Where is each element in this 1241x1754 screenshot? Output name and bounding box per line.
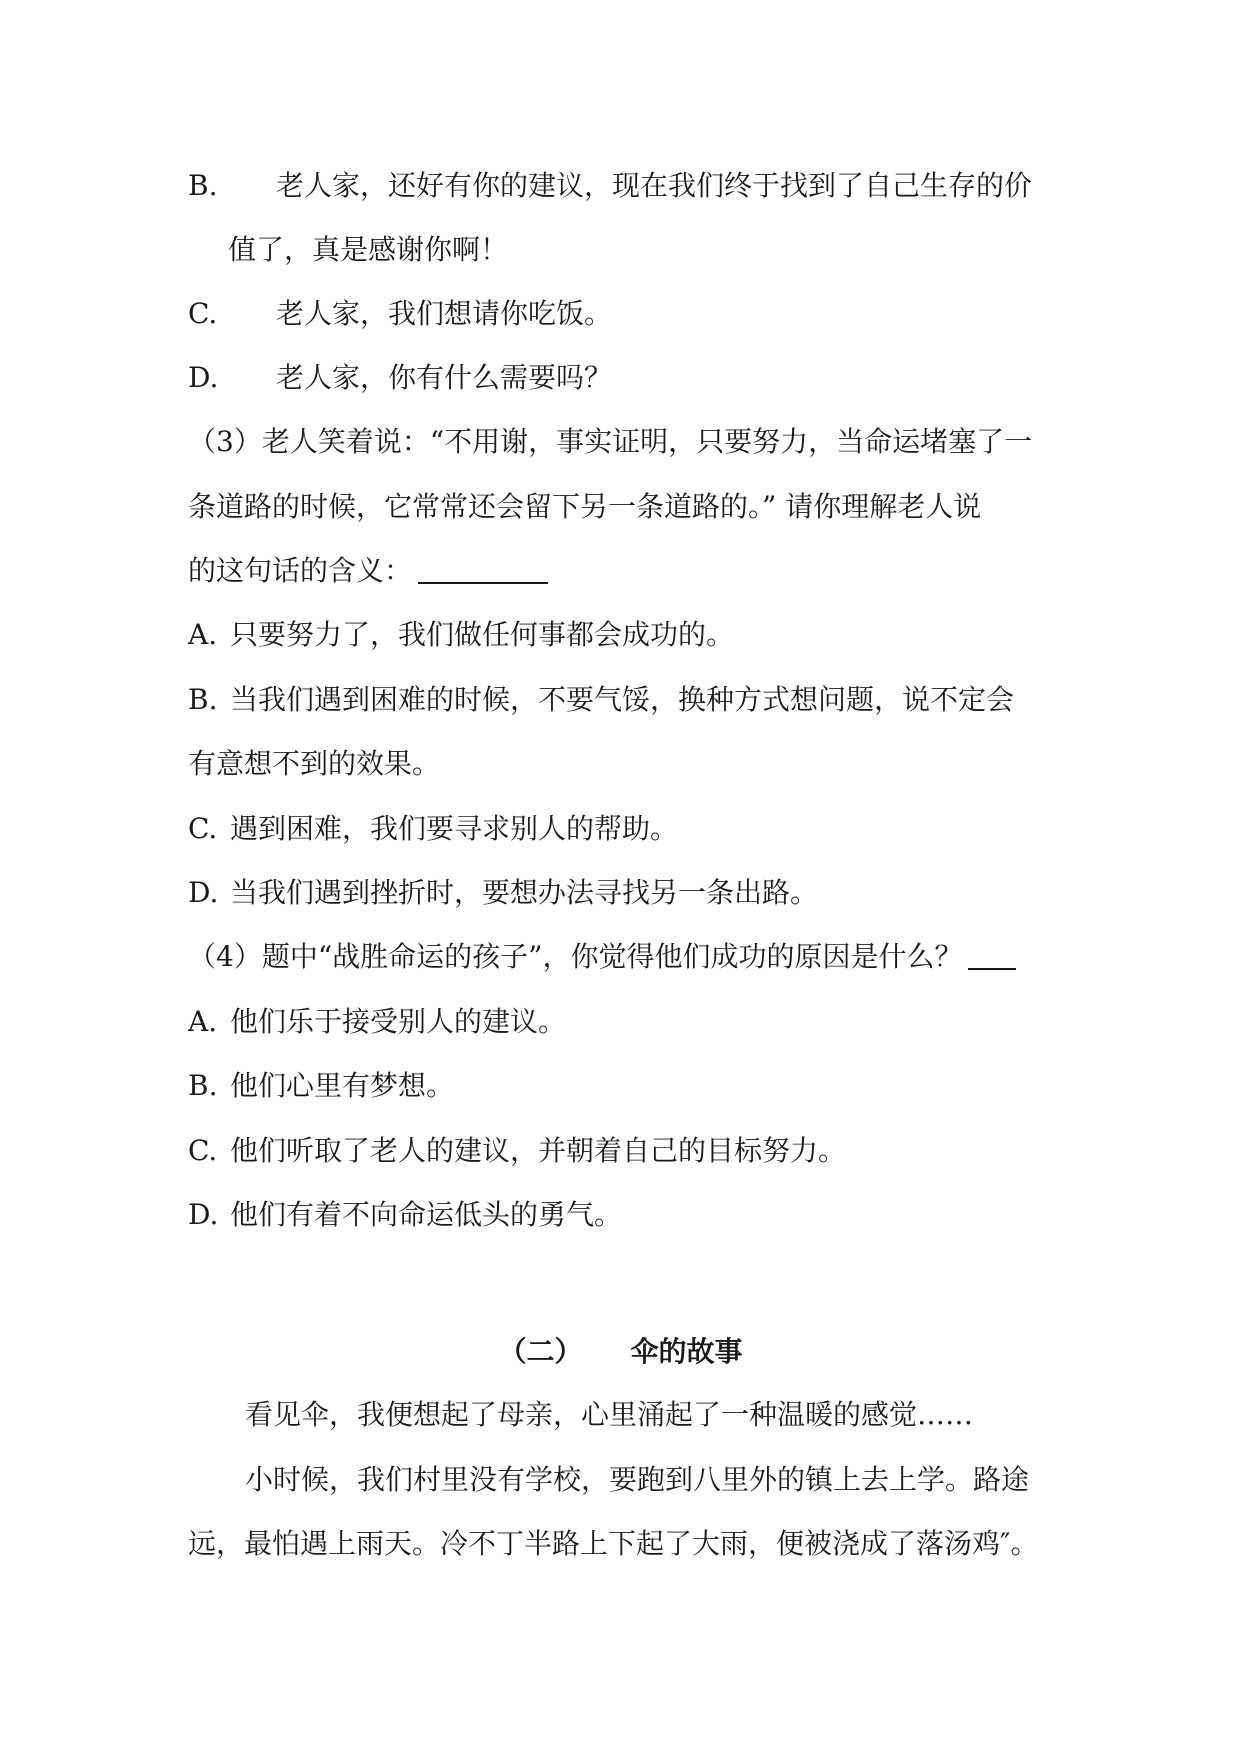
question-text: （4）题中“战胜命运的孩子”，你觉得他们成功的原因是什么？ xyxy=(188,940,963,973)
option-text: 遇到困难，我们要寻求别人的帮助。 xyxy=(230,812,679,845)
q4-option-a xyxy=(188,1002,1058,1042)
option-text: 他们乐于接受别人的建议。 xyxy=(230,1005,567,1038)
option-label: D. xyxy=(188,876,219,909)
q2-option-c xyxy=(188,294,1058,334)
option-text: 当我们遇到挫折时，要想办法寻找另一条出路。 xyxy=(230,876,819,909)
option-label: C. xyxy=(188,297,218,330)
option-text: 值了，真是感谢你啊！ xyxy=(228,233,509,266)
option-label: B. xyxy=(188,1069,218,1102)
paragraph-text: 远，最怕遇上雨天。冷不丁半路上下起了大雨，便被浇成了落汤鸡″。 xyxy=(188,1527,1039,1560)
option-text: 老人家，我们想请你吃饭。 xyxy=(276,297,613,330)
option-text: 有意想不到的效果。 xyxy=(188,747,441,780)
answer-blank[interactable] xyxy=(418,554,548,584)
option-label: C. xyxy=(188,812,218,845)
q3-option-d xyxy=(188,873,1058,913)
option-text: 他们心里有梦想。 xyxy=(230,1069,455,1102)
q4-option-b xyxy=(188,1066,1058,1106)
answer-blank[interactable] xyxy=(968,940,1016,970)
story-paragraph-2-continued xyxy=(188,1524,1058,1564)
option-label: C. xyxy=(188,1134,218,1167)
q4-option-c xyxy=(188,1131,1058,1171)
story-paragraph-1 xyxy=(245,1395,1058,1435)
question-text: 条道路的时候，它常常还会留下另一条道路的。” 请你理解老人说 xyxy=(188,490,982,523)
option-text: 老人家，还好有你的建议，现在我们终于找到了自己生存的价 xyxy=(276,169,1033,202)
option-text: 当我们遇到困难的时候，不要气馁，换种方式想问题，说不定会 xyxy=(230,683,1015,716)
option-text: 老人家，你有什么需要吗？ xyxy=(276,361,613,394)
q2-option-b xyxy=(188,166,1058,206)
section-title: 伞的故事 xyxy=(630,1335,743,1368)
q3-option-a xyxy=(188,615,1058,655)
option-text: 他们有着不向命运低头的勇气。 xyxy=(230,1198,623,1231)
question-text: 的这句话的含义： xyxy=(188,554,413,587)
q3-option-b xyxy=(188,680,1058,720)
option-label: B. xyxy=(188,683,218,716)
option-text: 他们听取了老人的建议，并朝着自己的目标努力。 xyxy=(230,1134,847,1167)
option-label: D. xyxy=(188,361,219,394)
option-label: B. xyxy=(188,169,218,202)
paragraph-text: 看见伞，我便想起了母亲，心里涌起了一种温暖的感觉…… xyxy=(245,1398,974,1431)
q2-option-d xyxy=(188,358,1058,398)
paragraph-text: 小时候，我们村里没有学校，要跑到八里外的镇上去上学。路途 xyxy=(245,1463,1030,1496)
q3-question-line-3 xyxy=(188,551,1058,591)
section-heading xyxy=(0,1332,1241,1372)
option-label: A. xyxy=(188,1005,218,1038)
q3-option-b-continued xyxy=(188,744,1058,784)
option-label: A. xyxy=(188,618,218,651)
q4-option-d xyxy=(188,1195,1058,1235)
q3-question-line-2 xyxy=(188,487,1058,527)
option-label: D. xyxy=(188,1198,219,1231)
q2-option-b-continued xyxy=(228,230,1098,270)
section-number: （二） xyxy=(498,1335,583,1368)
story-paragraph-2 xyxy=(245,1460,1058,1500)
q3-option-c xyxy=(188,809,1058,849)
option-text: 只要努力了，我们做任何事都会成功的。 xyxy=(230,618,735,651)
q3-question-line-1 xyxy=(188,422,1058,462)
q4-question xyxy=(188,937,1058,977)
question-text: （3）老人笑着说：“不用谢，事实证明，只要努力，当命运堵塞了一 xyxy=(188,425,1033,458)
